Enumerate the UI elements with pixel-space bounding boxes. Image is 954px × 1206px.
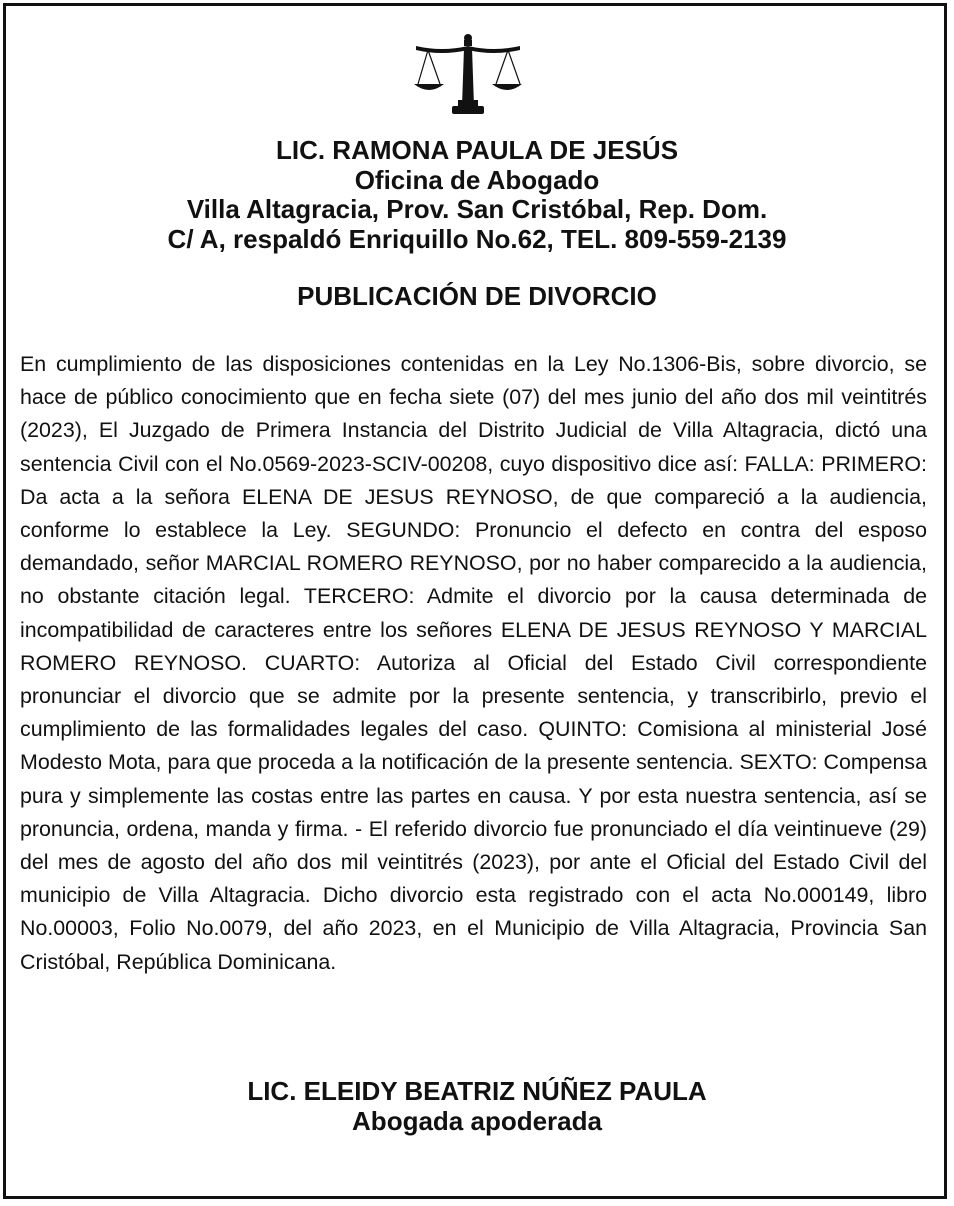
office-address: C/ A, respaldó Enriquillo No.62, TEL. 809-559-2139	[167, 223, 787, 254]
scales-of-justice-icon	[412, 30, 524, 122]
publication-body: En cumplimiento de las disposiciones contenidas en la Ley No.1306-Bis, sobre divorcio, se hace de público conocimiento que en fecha siete (07) del mes junio del año dos mil veintitrés (2023), El Juzgado de Primera Instancia del Distrito Judicial de Villa Altagracia, dictó una sentencia Civil con el No.0569-2023-SCIV-00208, cuyo dispositivo dice así: FALLA: PRIMERO: Da acta a la señora ELENA DE JESUS REYNOSO, de que compareció a la audiencia, conforme lo establece la Ley. SEGUNDO: Pronuncio el defecto en contra del esposo demandado, señor MARCIAL ROMERO REYNOSO, por no haber comparecido a la audiencia, no obstante citación legal. TERCERO: Admite el divorcio por la causa determinada de incompatibilidad de caracteres entre los señores ELENA DE JESUS REYNOSO Y MARCIAL ROMERO REYNOSO. CUARTO: Autoriza al Oficial del Estado Civil correspondiente pronunciar el divorcio que se admite por la presente sentencia, y transcribirlo, previo el cumplimiento de las formalidades legales del caso. QUINTO: Comisiona al ministerial José Modesto Mota, para que proceda a la notificación de la presente sentencia. SEXTO: Compensa pura y simplemente las costas entre las partes en causa. Y por esta nuestra sentencia, así se pronuncia, ordena, manda y firma. - El referido divorcio fue pronunciado el día veintinueve (29) del mes de agosto del año dos mil veintitrés (2023), por ante el Oficial del Estado Civil del municipio de Villa Altagracia. Dicho divorcio esta registrado con el acta No.000149, libro No.00003, Folio No.0079, del año 2023, en el Municipio de Villa Altagracia, Provincia San Cristóbal, República Dominicana.	[20, 352, 927, 974]
signature-role: Abogada apoderada	[352, 1106, 602, 1136]
signature-name: LIC. ELEIDY BEATRIZ NÚÑEZ PAULA	[247, 1076, 707, 1106]
office-location: Villa Altagracia, Prov. San Cristóbal, Rep. Dom.	[186, 194, 768, 224]
signature-block	[0, 1076, 954, 1136]
attorney-name: LIC. RAMONA PAULA DE JESÚS	[275, 135, 679, 165]
publication-title: PUBLICACIÓN DE DIVORCIO	[297, 281, 657, 311]
attorney-header	[0, 136, 954, 254]
office-label: Oficina de Abogado	[354, 164, 600, 195]
